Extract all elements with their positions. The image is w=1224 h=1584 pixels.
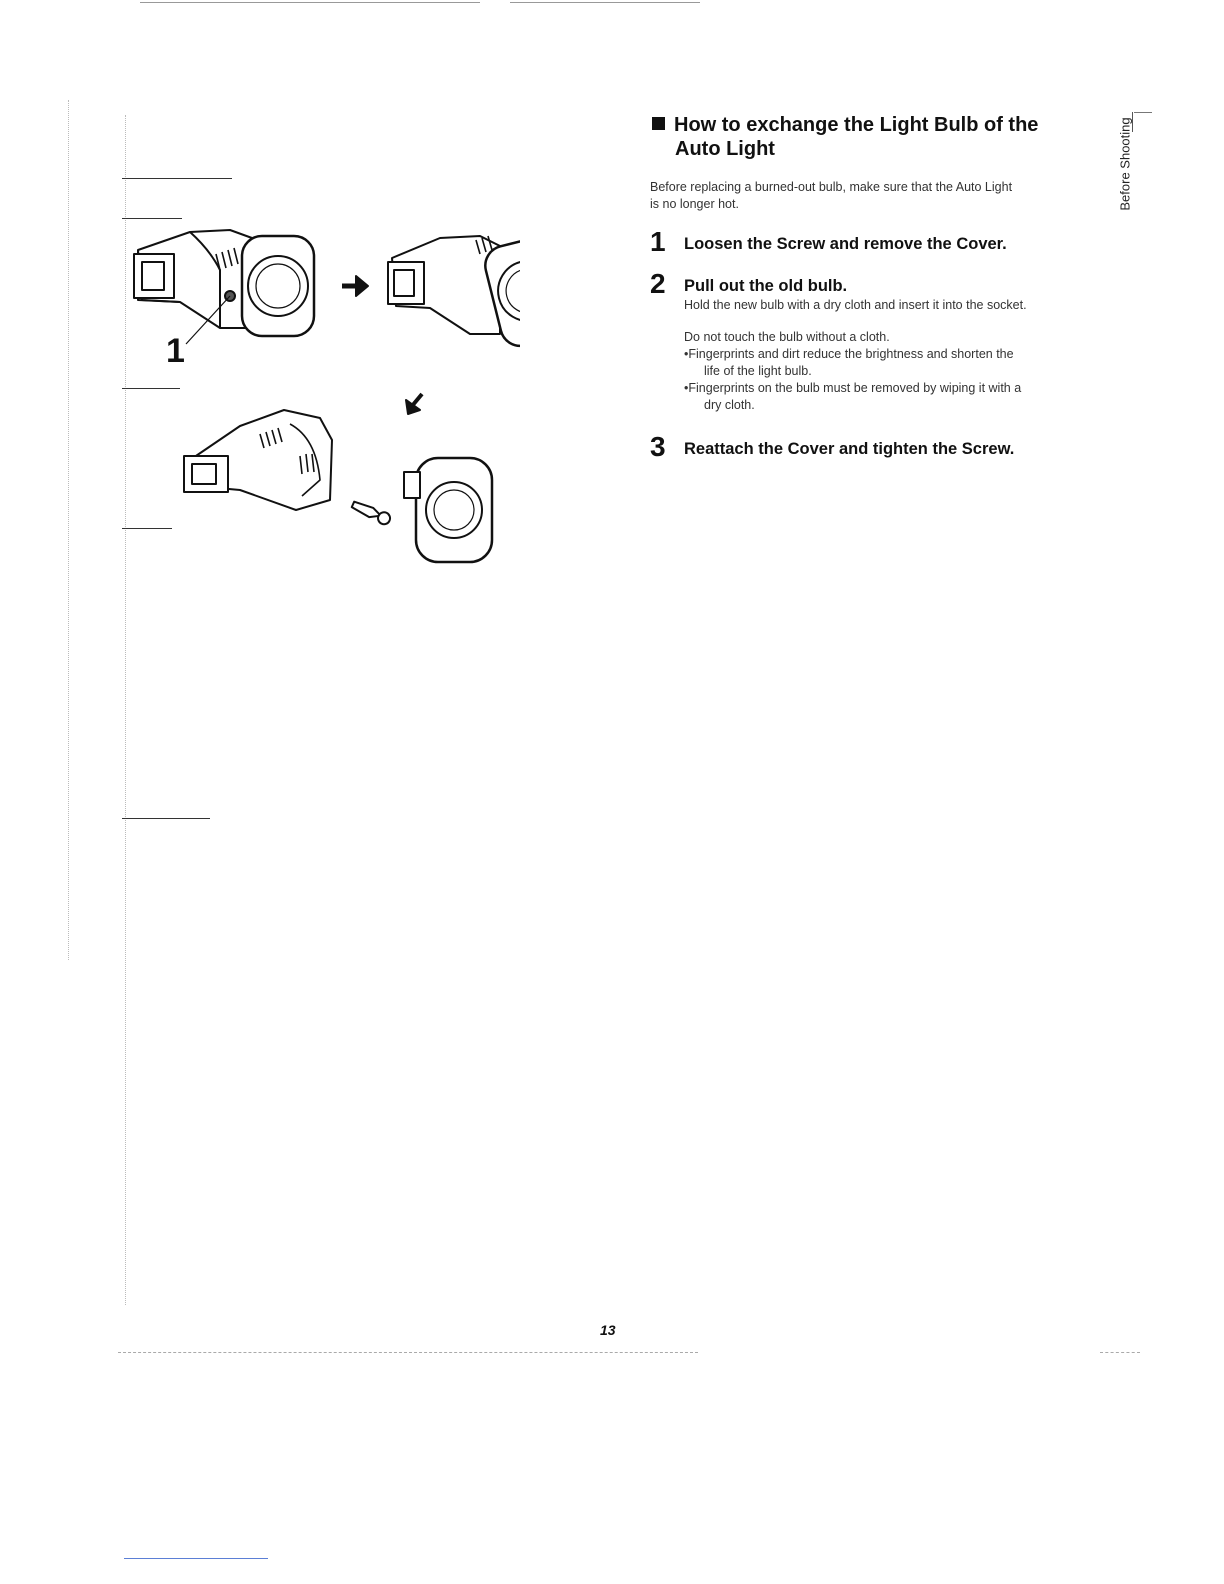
- side-tab-rule: [1132, 112, 1133, 132]
- detached-cover: [404, 458, 492, 562]
- scan-margin-dots: [68, 100, 70, 960]
- step-bullet-line: life of the light bulb.: [704, 364, 812, 378]
- step-number: 2: [650, 268, 666, 299]
- bulb-exchange-illustration: [120, 210, 520, 570]
- step-bullet: [684, 346, 1094, 380]
- section-title: [652, 113, 1092, 161]
- top-scan-rule: [140, 2, 480, 3]
- callout-label-1: 1: [166, 332, 185, 370]
- bullet-square-icon: [652, 117, 665, 130]
- intro-line1: Before replacing a burned-out bulb, make sure that the Auto Light: [650, 180, 1013, 194]
- step-body: [684, 297, 1094, 414]
- bottom-scan-rule: [118, 1352, 698, 1354]
- side-tab-label: Before Shooting: [1117, 117, 1133, 211]
- page-number: 13: [600, 1322, 616, 1338]
- bottom-scan-rule: [1100, 1352, 1140, 1354]
- bottom-blue-line: [124, 1558, 268, 1559]
- auto-light-open: [184, 410, 332, 510]
- step-bullet-line: •Fingerprints on the bulb must be removed by wiping it with a: [684, 381, 1022, 395]
- step-heading: Pull out the old bulb.: [684, 277, 848, 295]
- auto-light-cover-rotating: [388, 234, 520, 350]
- step-bullet-line: •Fingerprints and dirt reduce the brightness and shorten the: [684, 347, 1014, 361]
- step-heading: Loosen the Screw and remove the Cover.: [684, 235, 1007, 253]
- step-bullet: [684, 380, 1094, 414]
- intro-line2: is no longer hot.: [650, 197, 739, 211]
- auto-light-assembled: [134, 230, 314, 336]
- side-tab-rule: [1134, 112, 1152, 113]
- section-title-line1: How to exchange the Light Bulb of the: [674, 114, 1039, 136]
- step-number: 1: [650, 226, 666, 257]
- top-scan-rule: [510, 2, 700, 3]
- light-bulb: [351, 499, 392, 526]
- step-heading: Reattach the Cover and tighten the Screw.: [684, 440, 1015, 458]
- step-text: Hold the new bulb with a dry cloth and insert it into the socket.: [684, 298, 1027, 312]
- section-title-line2: Auto Light: [675, 138, 775, 160]
- step-number: 3: [650, 431, 666, 462]
- step-bullet-line: dry cloth.: [704, 398, 755, 412]
- margin-rule: [122, 818, 210, 819]
- intro-text: [650, 179, 1080, 213]
- step-text: Do not touch the bulb without a cloth.: [684, 330, 890, 344]
- margin-rule: [122, 178, 232, 179]
